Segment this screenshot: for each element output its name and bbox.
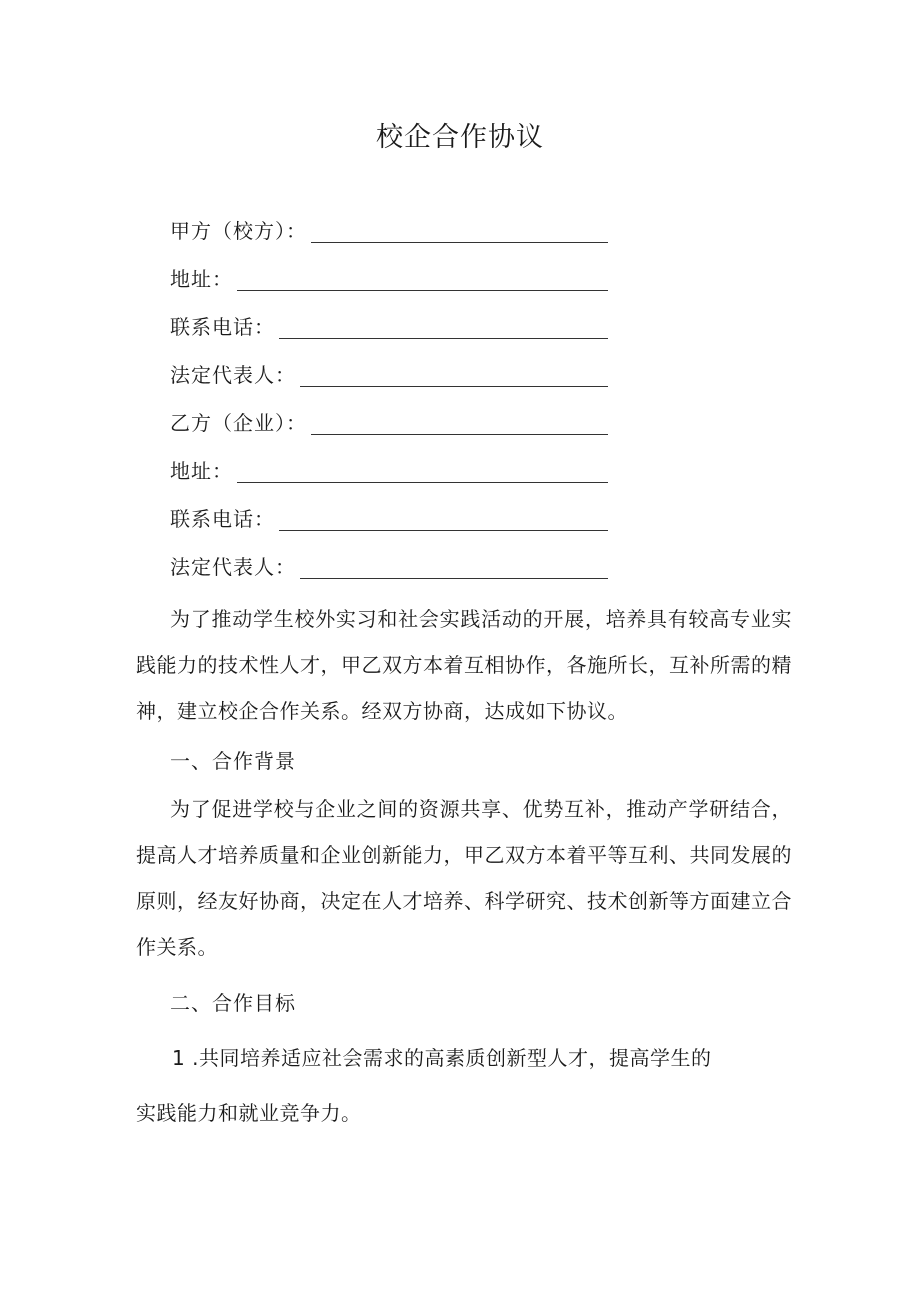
party-b-address-field [170,455,608,485]
party-a-address-field [170,263,608,293]
blank-line [311,434,608,435]
document-title: 校企合作协议 [376,122,544,153]
blank-line [237,290,608,291]
blank-line [279,338,608,339]
goal-item-1-line-1: 1 .共同培养适应社会需求的高素质创新型人才，提高学生的 [172,1046,712,1070]
intro-paragraph: 为了推动学生校外实习和社会实践活动的开展，培养具有较高专业实践能力的技术性人才，甲乙双方本着互相协作，各施所长，互补所需的精神，建立校企合作关系。经双方协商，达成如下协议。 [136,607,792,723]
blank-line [300,578,608,579]
party-b-phone-field [170,503,608,533]
section-heading-goals: 二、合作目标 [170,991,296,1015]
blank-line [300,386,608,387]
field-label: 联系电话： [170,315,275,339]
party-a-representative-field [170,359,608,389]
goal-item-1-line-2: 实践能力和就业竞争力。 [136,1101,362,1125]
section-heading-background: 一、合作背景 [170,749,296,773]
field-label: 地址： [170,267,233,291]
field-label: 甲方（校方）： [170,219,307,243]
field-label: 法定代表人： [170,555,296,579]
field-label: 法定代表人： [170,363,296,387]
party-a-phone-field [170,311,608,341]
field-label: 乙方（企业）： [170,411,307,435]
party-b-representative-field [170,551,608,581]
blank-line [279,530,608,531]
blank-line [237,482,608,483]
party-a-name-field [170,215,608,245]
field-label: 联系电话： [170,507,275,531]
field-label: 地址： [170,459,233,483]
background-paragraph: 为了促进学校与企业之间的资源共享、优势互补，推动产学研结合，提高人才培养质量和企业创新能力，甲乙双方本着平等互利、共同发展的原则，经友好协商，决定在人才培养、科学研究、技术创新等方面建立合作关系。 [136,797,792,959]
party-b-name-field [170,407,608,437]
blank-line [311,242,608,243]
